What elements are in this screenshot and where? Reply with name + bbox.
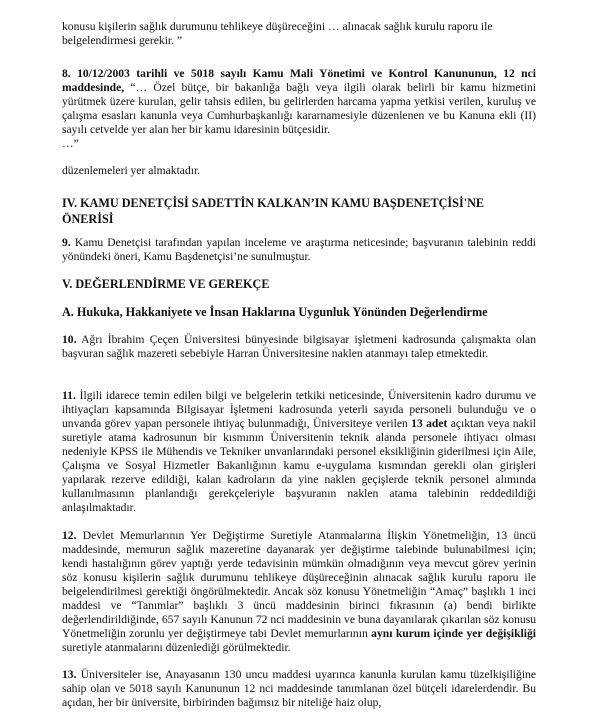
intro-line-2: belgelendirmesi gerekir. ” bbox=[62, 34, 183, 47]
paragraph-number: 11. bbox=[62, 389, 76, 402]
paragraph-10-text: Ağrı İbrahim Çeçen Üniversitesi bünyesinde bilgisayar işletmeni kadrosunda çalışmakta olan başvuran sağlık mazereti sebebiyle Harran Üniversitesine naklen atanmayı talep etmektedir. bbox=[62, 333, 536, 360]
paragraph-13-text: Üniversiteler ise, Anayasanın 130 uncu maddesi uyarınca kanunla kurulan kamu tüzelkişiliğine sahip olan ve 5018 sayılı Kanununun 12 nci maddesinde tanımlanan özel bütçeli idarelerdendir. Bu açıdan, her bir üniversite, birbirinden bağımsız bir niteliğe haiz olup, bbox=[62, 668, 536, 709]
paragraph-8-lead: 10/12/2003 tarihli ve 5018 sayılı Kamu Mali Yönetimi ve Kontrol Kanununun, 12 nci maddesinde, bbox=[62, 67, 536, 94]
paragraph-8-ellipsis: …” bbox=[62, 137, 79, 150]
paragraph-9-text: Kamu Denetçisi tarafından yapılan inceleme ve araştırma neticesinde; başvuranın talebinin reddi yönündeki öneri, Kamu Başdenetçisi’ne sunulmuştur. bbox=[62, 236, 536, 263]
paragraph-11 bbox=[62, 389, 536, 515]
paragraph-12 bbox=[62, 529, 536, 655]
paragraph-12-text-a: Devlet Memurlarının Yer Değiştirme Suretiyle Atanmalarına İlişkin Yönetmeliğin, 13 üncü maddesinde, memurun sağlık mazeretine dayanarak yer değiştirme talebinde bulunabilmesi için; kendi hastalığının görev yaptığı yerde tedavisinin mümkün olmadığının veya mevcut görev yerinin söz konusu kişilerin sağlık durumunu tehlikeye düşüreceğinin alınacak sağlık kurulu raporu ile belgelendirilmesi gerektiği öngörülmektedir. Ancak söz konusu Yönetmeliğin “Amaç” başlıklı 1 inci maddesi ve “Tanımlar” başlıklı 3 üncü maddesinin birinci fıkrasının (a) bendi birlikte değerlendirildiğinde, 657 sayılı Kanunun 72 nci maddesinin ve buna dayanılarak çıkarılan söz konusu Yönetmeliğin zorunlu yer değiştirmeye tabi Devlet memurlarının bbox=[62, 529, 536, 640]
paragraph-10 bbox=[62, 333, 536, 361]
intro-line-1: konusu kişilerin sağlık durumunu tehlikeye düşüreceğini … alınacak sağlık kurulu raporu ile bbox=[62, 20, 493, 33]
paragraph-8-quote: “… Özel bütçe, bir bakanlığa bağlı veya ilgili olarak belirli bir kamu hizmetini yürütmek üzere kurulan, gelir tahsis edilen, bu gelirlerden harcama yapma yetkisi verilen, kuruluş ve çalışma esasları kanunla veya Cumhurbaşkanlığı kararnamesiyle düzenlenen ve bu Kanuna ekli (II) sayılı cetvelde yer alan her bir kamu idaresinin bütçesidir. bbox=[62, 81, 536, 136]
paragraph-11-bold: 13 adet bbox=[411, 417, 448, 430]
paragraph-12-text-b: suretiyle atanmalarını düzenlediği görülmektedir. bbox=[62, 641, 291, 654]
paragraph-number: 8. bbox=[62, 67, 71, 80]
paragraph-8-after: düzenlemeleri yer almaktadır. bbox=[62, 164, 201, 177]
paragraph-11-text-a: İlgili idarece temin edilen bilgi ve belgelerin tetkiki neticesinde, Üniversitenin kadro durumu ve ihtiyaçları kapsamında Bilgisayar İşletmeni kadrosunda yeterli sayıda personeli bulunduğu ve o unvanda görev yapan personele ihtiyaç bulunmadığı, Üniversiteye verilen bbox=[62, 389, 536, 430]
paragraph-number: 13. bbox=[62, 668, 77, 681]
paragraph-number: 12. bbox=[62, 529, 77, 542]
paragraph-8 bbox=[62, 67, 536, 151]
section-4-heading: IV. KAMU DENETÇİSİ SADETTİN KALKAN’IN KAMU BAŞDENETÇİSİ'NE ÖNERİSİ bbox=[62, 196, 485, 226]
paragraph-12-bold: aynı kurum içinde yer değişikliği bbox=[371, 627, 537, 640]
paragraph-number: 10. bbox=[62, 333, 77, 346]
paragraph-13 bbox=[62, 668, 536, 710]
paragraph-intro bbox=[62, 20, 536, 48]
section-5-heading: V. DEĞERLENDİRME VE GEREKÇE bbox=[62, 277, 270, 291]
paragraph-11-text-b: açıktan veya nakil suretiyle atama kadrosunun bir kısmının Üniversitenin teknik alanda personele ihtiyacı olması nedeniyle KPSS ile Mühendis ve Tekniker unvanlarındaki personel eksikliğinin giderilmesi için Aile, Çalışma ve Sosyal Hizmetler Bakanlığının kamu e-uygulama kısmından gerekli olan girişleri yapılarak rezerve edildiği, kalan kadroların da yine naklen geçişlerde teknik personel alımında kullanılmasının planlandığı gerekçeleriyle başvuranın naklen atama talebinin reddedildiği anlaşılmaktadır. bbox=[62, 417, 536, 514]
section-5a-subheading: A. Hukuka, Hakkaniyete ve İnsan Haklarına Uygunluk Yönünden Değerlendirme bbox=[62, 305, 488, 319]
paragraph-number: 9. bbox=[62, 236, 71, 249]
paragraph-9 bbox=[62, 236, 536, 264]
